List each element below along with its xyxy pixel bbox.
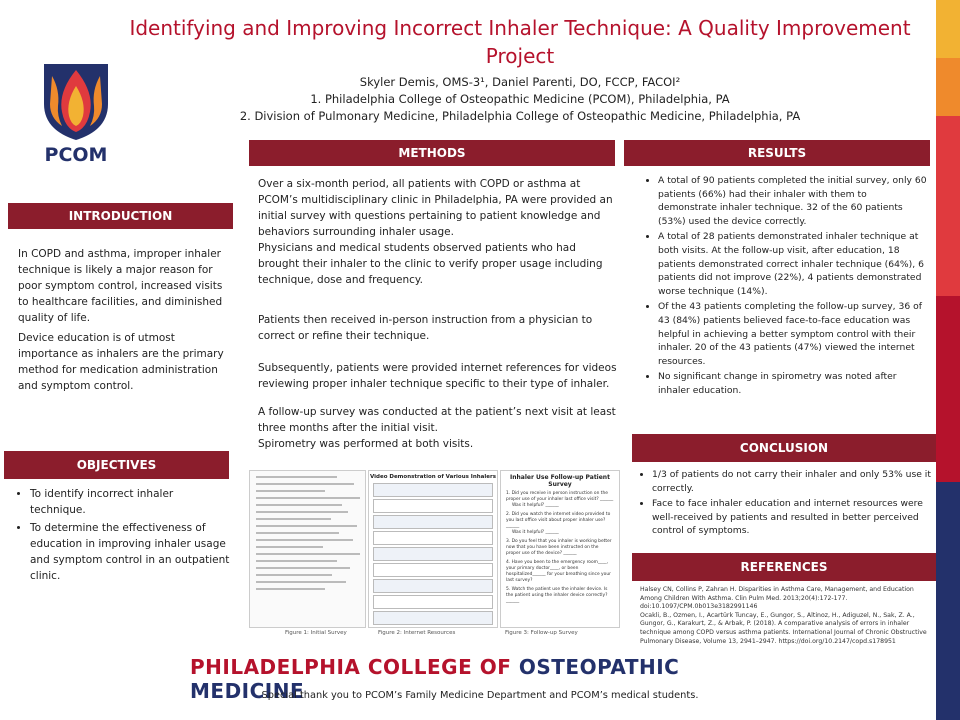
- figure-2-title: Video Demonstration of Various Inhalers: [369, 474, 496, 480]
- affiliation-1: 1. Philadelphia College of Osteopathic Medicine (PCOM), Philadelphia, PA: [310, 92, 730, 106]
- reference-1: Halsey CN, Collins P, Zahran H. Disparities in Asthma Care, Management, and Education Among Children With Asthma. Clin Pulm Med. 2013;20(4):172-177. doi:10.1097/CPM.0b013e3182991146: [640, 586, 914, 611]
- authors-block: [120, 74, 920, 125]
- figure-3-caption: Figure 3: Follow-up Survey: [505, 630, 578, 636]
- pcom-logo: [38, 56, 114, 168]
- stripe-darkred: [936, 296, 960, 482]
- methods-paragraph-4: Subsequently, patients were provided internet references for videos reviewing proper inhaler technique specific to their type of inhaler.: [258, 362, 617, 390]
- followup-question-4: 4. Have you been to the emergency room____, your primary doctor____, or been hospitalized______ for your breathing since your last survey?: [506, 560, 611, 583]
- figure-3-title: Inhaler Use Follow-up Patient Survey: [510, 474, 610, 488]
- results-header: RESULTS: [624, 140, 930, 166]
- methods-paragraph-2: Physicians and medical students observed patients who had brought their inhaler to the clinic to verify proper usage including technique, dose and frequency.: [258, 242, 603, 286]
- figure-internet-resources: [368, 470, 498, 628]
- references-header: REFERENCES: [632, 553, 936, 581]
- references-body: [640, 586, 932, 646]
- conclusion-header: CONCLUSION: [632, 434, 936, 462]
- stripe-orange: [936, 58, 960, 116]
- followup-question-5: 5. Watch the patient use the inhaler device. Is the patient using the inhaler device correctly? ______: [506, 587, 608, 604]
- methods-paragraph-1: Over a six-month period, all patients with COPD or asthma at PCOM’s multidisciplinary clinic in Philadelphia, PA were provided an initial survey with questions pertaining to patient knowledge and behaviors surrounding inhaler usage.: [258, 178, 613, 238]
- introduction-header: INTRODUCTION: [8, 203, 233, 229]
- methods-paragraph-3: Patients then received in-person instruction from a physician to correct or refine their technique.: [258, 314, 593, 342]
- author-names: Skyler Demis, OMS-3¹, Daniel Parenti, DO, FCCP, FACOI²: [359, 75, 681, 89]
- figure-1-caption: Figure 1: Initial Survey: [285, 630, 347, 636]
- objectives-list: [10, 486, 232, 584]
- methods-header: METHODS: [249, 140, 615, 166]
- followup-question-1: 1. Did you receive in person instruction on the proper use of your inhaler last office visit? ______: [506, 491, 614, 502]
- acknowledgement: Special thank you to PCOM’s Family Medicine Department and PCOM’s medical students.: [261, 690, 699, 701]
- college-name-part-2: OSTEOPATHIC MEDICINE: [190, 655, 680, 703]
- stripe-red: [936, 116, 960, 296]
- methods-paragraph-5: A follow-up survey was conducted at the patient’s next visit at least three months after the initial visit.: [258, 406, 616, 434]
- objectives-body: [10, 486, 232, 586]
- logo-text: PCOM: [44, 144, 108, 166]
- flame-logo-icon: [38, 56, 114, 142]
- followup-question-2: 2. Did you watch the internet video provided to you last office visit about proper inhaler use? ______: [506, 512, 611, 529]
- conclusion-body: [632, 468, 932, 540]
- figure-initial-survey: [249, 470, 366, 628]
- list-item: • 1/3 of patients do not carry their inhaler and only 53% use it correctly.: [652, 468, 932, 495]
- list-item: • No significant change in spirometry was noted after inhaler education.: [658, 370, 928, 397]
- results-list: [632, 174, 928, 398]
- list-item: • A total of 28 patients demonstrated inhaler technique at both visits. At the follow-up visit, after education, 18 patients demonstrated correct inhaler technique (64%), 6 patients did not improve (22%), 4 patients demonstrated worse technique (14%).: [658, 230, 928, 298]
- introduction-body: [18, 246, 228, 398]
- figure-2-caption: Figure 2: Internet Resources: [378, 630, 456, 636]
- introduction-paragraph-1: In COPD and asthma, improper inhaler technique is likely a major reason for poor symptom control, increased visits to healthcare facilities, and diminished quality of life.: [18, 248, 223, 324]
- list-item: • To identify incorrect inhaler technique.: [30, 486, 232, 518]
- list-item: • Of the 43 patients completing the follow-up survey, 36 of 43 (84%) patients believed face-to-face education was helpful in achieving a better symptom control with their inhaler. 20 of the 43 patients (47%) viewed the internet resources.: [658, 300, 928, 368]
- stripe-yellow: [936, 0, 960, 58]
- list-item: • To determine the effectiveness of education in improving inhaler usage and symptom control in an outpatient clinic.: [30, 520, 232, 584]
- objectives-header: OBJECTIVES: [4, 451, 229, 479]
- list-item: • A total of 90 patients completed the initial survey, only 60 patients (66%) had their inhaler with them to demonstrate inhaler technique. 32 of the 60 patients (53%) used the device correctly.: [658, 174, 928, 228]
- college-name-part-1: PHILADELPHIA COLLEGE OF: [190, 655, 519, 679]
- followup-question-3: 3. Do you feel that you inhaler is working better now that you have been instructed on the proper use of the device? ______: [506, 539, 612, 556]
- stripe-navy: [936, 482, 960, 720]
- results-body: [632, 174, 928, 400]
- methods-body: [258, 176, 620, 452]
- list-item: • Face to face inhaler education and internet resources were well-received by patients and resulted in better perceived control of symptoms.: [652, 497, 932, 538]
- methods-paragraph-6: Spirometry was performed at both visits.: [258, 438, 474, 450]
- followup-question-2b: Was it helpful? ______: [512, 530, 559, 535]
- introduction-paragraph-2: Device education is of utmost importance as inhalers are the primary method for medication administration and symptom control.: [18, 332, 224, 392]
- followup-question-1b: Was it helpful? ______: [512, 503, 559, 508]
- reference-2: Ocakli, B., Ozmen, I., Acartürk Tuncay, E., Gungor, S., Altinoz, H., Adiguzel, N., Sak, Z. A., Gungor, G., Karakurt, Z., & Arbak, P. (2018). A comparative analysis of errors in inhaler technique among COPD versus asthma patients. International Journal of Chronic Obstructive Pulmonary Disease, Volume 13, 2941–2947. https://doi.org/10.2147/copd.s178951: [640, 611, 927, 645]
- conclusion-list: [632, 468, 932, 538]
- affiliation-2: 2. Division of Pulmonary Medicine, Philadelphia College of Osteopathic Medicine, Philadelphia, PA: [239, 109, 801, 123]
- figure-followup-survey: [500, 470, 620, 628]
- poster-title: Identifying and Improving Incorrect Inhaler Technique: A Quality Improvement Project: [129, 16, 911, 68]
